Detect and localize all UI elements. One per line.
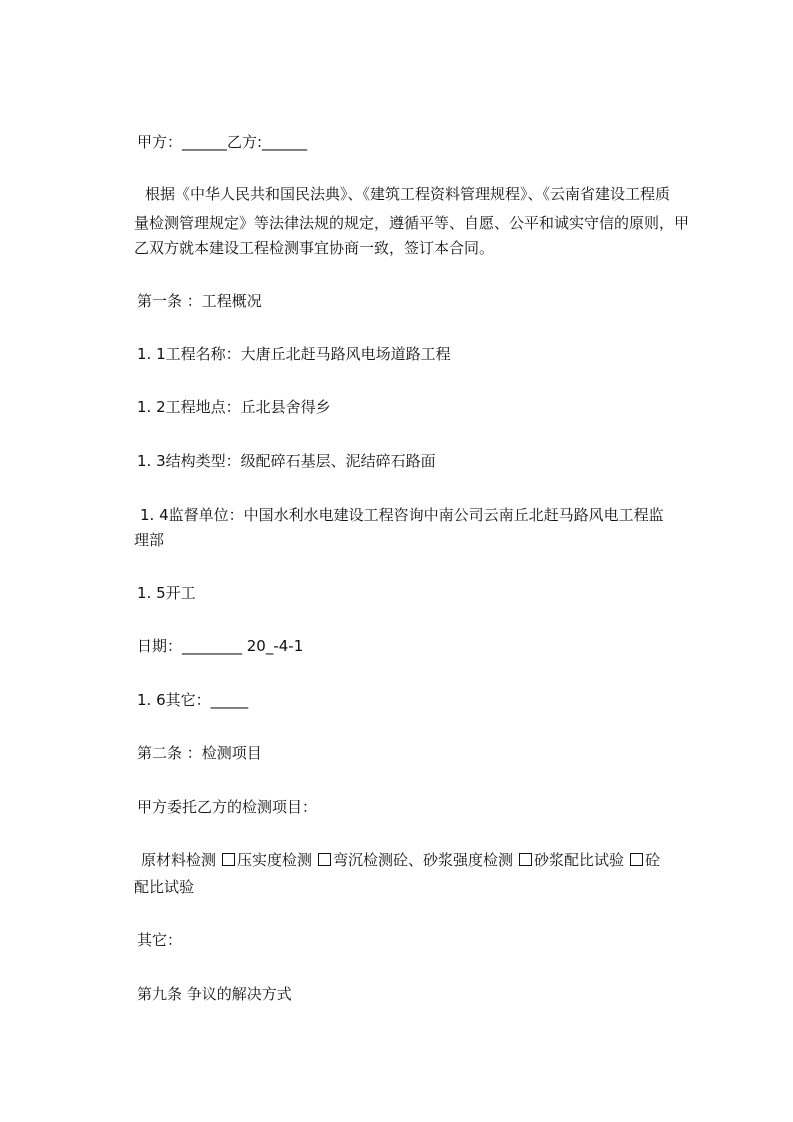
- article1-item-4-line-2: 理部: [134, 531, 165, 549]
- article1-item-1: 1. 1工程名称：大唐丘北赶马路风电场道路工程: [137, 345, 451, 363]
- article1-item-2: 1. 2工程地点：丘北县舍得乡: [137, 398, 331, 416]
- article9-title: 第九条 争议的解决方式: [137, 985, 292, 1003]
- checkbox-icon[interactable]: [519, 853, 532, 866]
- article1-date: 日期：________ 20_-4-1: [137, 637, 304, 655]
- checkbox-icon[interactable]: [630, 853, 643, 866]
- article2-title: 第二条 ：检测项目: [137, 744, 262, 762]
- article1-title: 第一条 ：工程概况: [137, 292, 262, 310]
- article2-other: 其它：: [137, 931, 183, 949]
- item-compaction: 压实度检测: [237, 851, 313, 869]
- article2-subtitle: 甲方委托乙方的检测项目：: [137, 798, 318, 816]
- article2-items-line-2: 配比试验: [134, 878, 195, 896]
- article1-item-6: 1. 6其它：_____: [137, 691, 249, 709]
- item-mortar-mix: 砂浆配比试验: [534, 851, 625, 869]
- item-concrete: 砼: [645, 851, 661, 869]
- intro-line-2: 量检测管理规定》等法律法规的规定，遵循平等、自愿、公平和诚实守信的原则，甲: [134, 214, 690, 232]
- checkbox-icon[interactable]: [318, 853, 331, 866]
- intro-line-3: 乙双方就本建设工程检测事宜协商一致，签订本合同。: [134, 239, 495, 257]
- article1-item-4-line-1: 1. 4监督单位：中国水利水电建设工程咨询中南公司云南丘北赶马路风电工程监: [140, 506, 664, 524]
- checkbox-icon[interactable]: [222, 853, 235, 866]
- parties-line: 甲方：______乙方:______: [137, 133, 308, 151]
- intro-line-1: 根据《中华人民共和国民法典》、《建筑工程资料管理规程》、《云南省建设工程质: [145, 185, 671, 203]
- article2-items-line-1: [141, 851, 660, 869]
- item-deflection-strength: 弯沉检测砼、砂浆强度检测: [333, 851, 514, 869]
- item-raw-material: 原材料检测: [141, 851, 217, 869]
- article1-item-3: 1. 3结构类型：级配碎石基层、泥结碎石路面: [137, 452, 436, 470]
- article1-item-5: 1. 5开工: [137, 584, 196, 602]
